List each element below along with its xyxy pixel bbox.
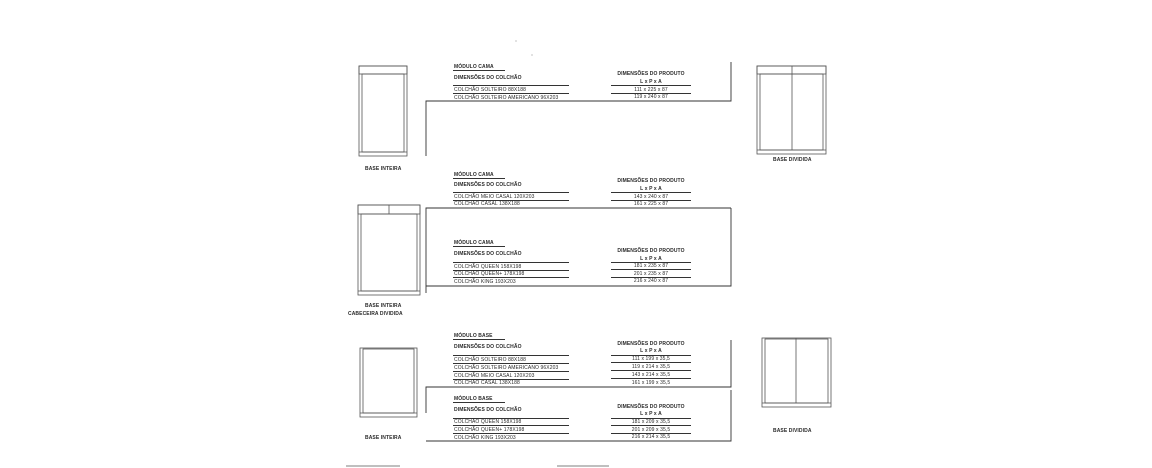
product-axes: L x P x A: [640, 348, 662, 354]
product-size: 216 x 240 x 87: [633, 278, 669, 284]
mattress-size: COLCHÃO KING 193X203: [454, 435, 516, 441]
mattress-header: DIMENSÕES DO COLCHÃO: [454, 251, 522, 257]
mattress-size: COLCHÃO SOLTEIRO 88X188: [454, 357, 526, 363]
mattress-size: COLCHÃO CASAL 138X188: [454, 380, 520, 386]
product-header: DIMENSÕES DO PRODUTO: [617, 71, 685, 77]
product-header: DIMENSÕES DO PRODUTO: [617, 178, 685, 184]
mattress-size: COLCHÃO SOLTEIRO 88X188: [454, 87, 526, 93]
product-size: 201 x 209 x 35,5: [631, 427, 671, 433]
base-drawing-inteira-bottom: [360, 348, 417, 417]
product-size: 143 x 214 x 35,5: [631, 372, 671, 378]
product-header: DIMENSÕES DO PRODUTO: [617, 341, 685, 347]
product-size: 201 x 235 x 87: [633, 271, 669, 277]
product-size: 216 x 214 x 35,5: [631, 434, 671, 440]
product-size: 161 x 225 x 87: [633, 201, 669, 207]
product-header: DIMENSÕES DO PRODUTO: [617, 248, 685, 254]
product-size: 161 x 199 x 35,5: [631, 380, 671, 386]
module-title: MÓDULO CAMA: [454, 240, 494, 246]
product-size: 143 x 240 x 87: [633, 194, 669, 200]
product-axes: L x P x A: [640, 186, 662, 192]
product-size: 111 x 225 x 87: [634, 87, 668, 93]
product-size: 119 x 214 x 35,5: [631, 364, 671, 370]
label-base-dividida: BASE DIVIDIDA: [773, 428, 812, 434]
module-title: MÓDULO CAMA: [454, 64, 494, 70]
product-size: 111 x 199 x 35,5: [632, 356, 670, 362]
product-axes: L x P x A: [640, 411, 662, 417]
label-cabeceira-dividida: CABECEIRA DIVIDIDA: [348, 311, 403, 317]
mattress-header: DIMENSÕES DO COLCHÃO: [454, 407, 522, 413]
label-base-inteira: BASE INTEIRA: [365, 303, 402, 309]
mattress-header: DIMENSÕES DO COLCHÃO: [454, 75, 522, 81]
mattress-size: COLCHÃO CASAL 138X188: [454, 201, 520, 207]
product-axes: L x P x A: [640, 256, 662, 262]
mattress-header: DIMENSÕES DO COLCHÃO: [454, 344, 522, 350]
mattress-size: COLCHÃO QUEEN 158X198: [454, 264, 522, 270]
mattress-size: COLCHÃO SOLTEIRO AMERICANO 96X203: [454, 95, 559, 101]
label-base-inteira: BASE INTEIRA: [365, 435, 402, 441]
mattress-size: COLCHÃO MEIO CASAL 120X203: [454, 373, 535, 379]
base-drawing-dividida-bottom: [762, 338, 831, 407]
module-title: MÓDULO BASE: [454, 333, 493, 339]
product-header: DIMENSÕES DO PRODUTO: [617, 404, 685, 410]
mattress-size: COLCHÃO QUEEN+ 178X198: [454, 427, 525, 433]
mattress-size: COLCHÃO KING 193X203: [454, 279, 516, 285]
bed-drawing-base-inteira-top: [359, 66, 407, 156]
label-base-inteira: BASE INTEIRA: [365, 166, 402, 172]
label-base-dividida: BASE DIVIDIDA: [773, 157, 812, 163]
product-size: 181 x 235 x 87: [633, 263, 669, 269]
bed-drawing-base-dividida-top: [757, 66, 826, 154]
mattress-size: COLCHÃO QUEEN 158X198: [454, 419, 522, 425]
module-title: MÓDULO BASE: [454, 396, 493, 402]
bed-drawing-cabeceira-dividida: [358, 205, 420, 295]
product-axes: L x P x A: [640, 79, 662, 85]
product-size: 119 x 240 x 87: [634, 94, 668, 100]
mattress-size: COLCHÃO MEIO CASAL 120X203: [454, 194, 535, 200]
mattress-size: COLCHÃO QUEEN+ 178X198: [454, 271, 525, 277]
mattress-size: COLCHÃO SOLTEIRO AMERICANO 96X203: [454, 365, 559, 371]
mattress-header: DIMENSÕES DO COLCHÃO: [454, 182, 522, 188]
module-title: MÓDULO CAMA: [454, 172, 494, 178]
product-size: 181 x 209 x 35,5: [631, 419, 671, 425]
